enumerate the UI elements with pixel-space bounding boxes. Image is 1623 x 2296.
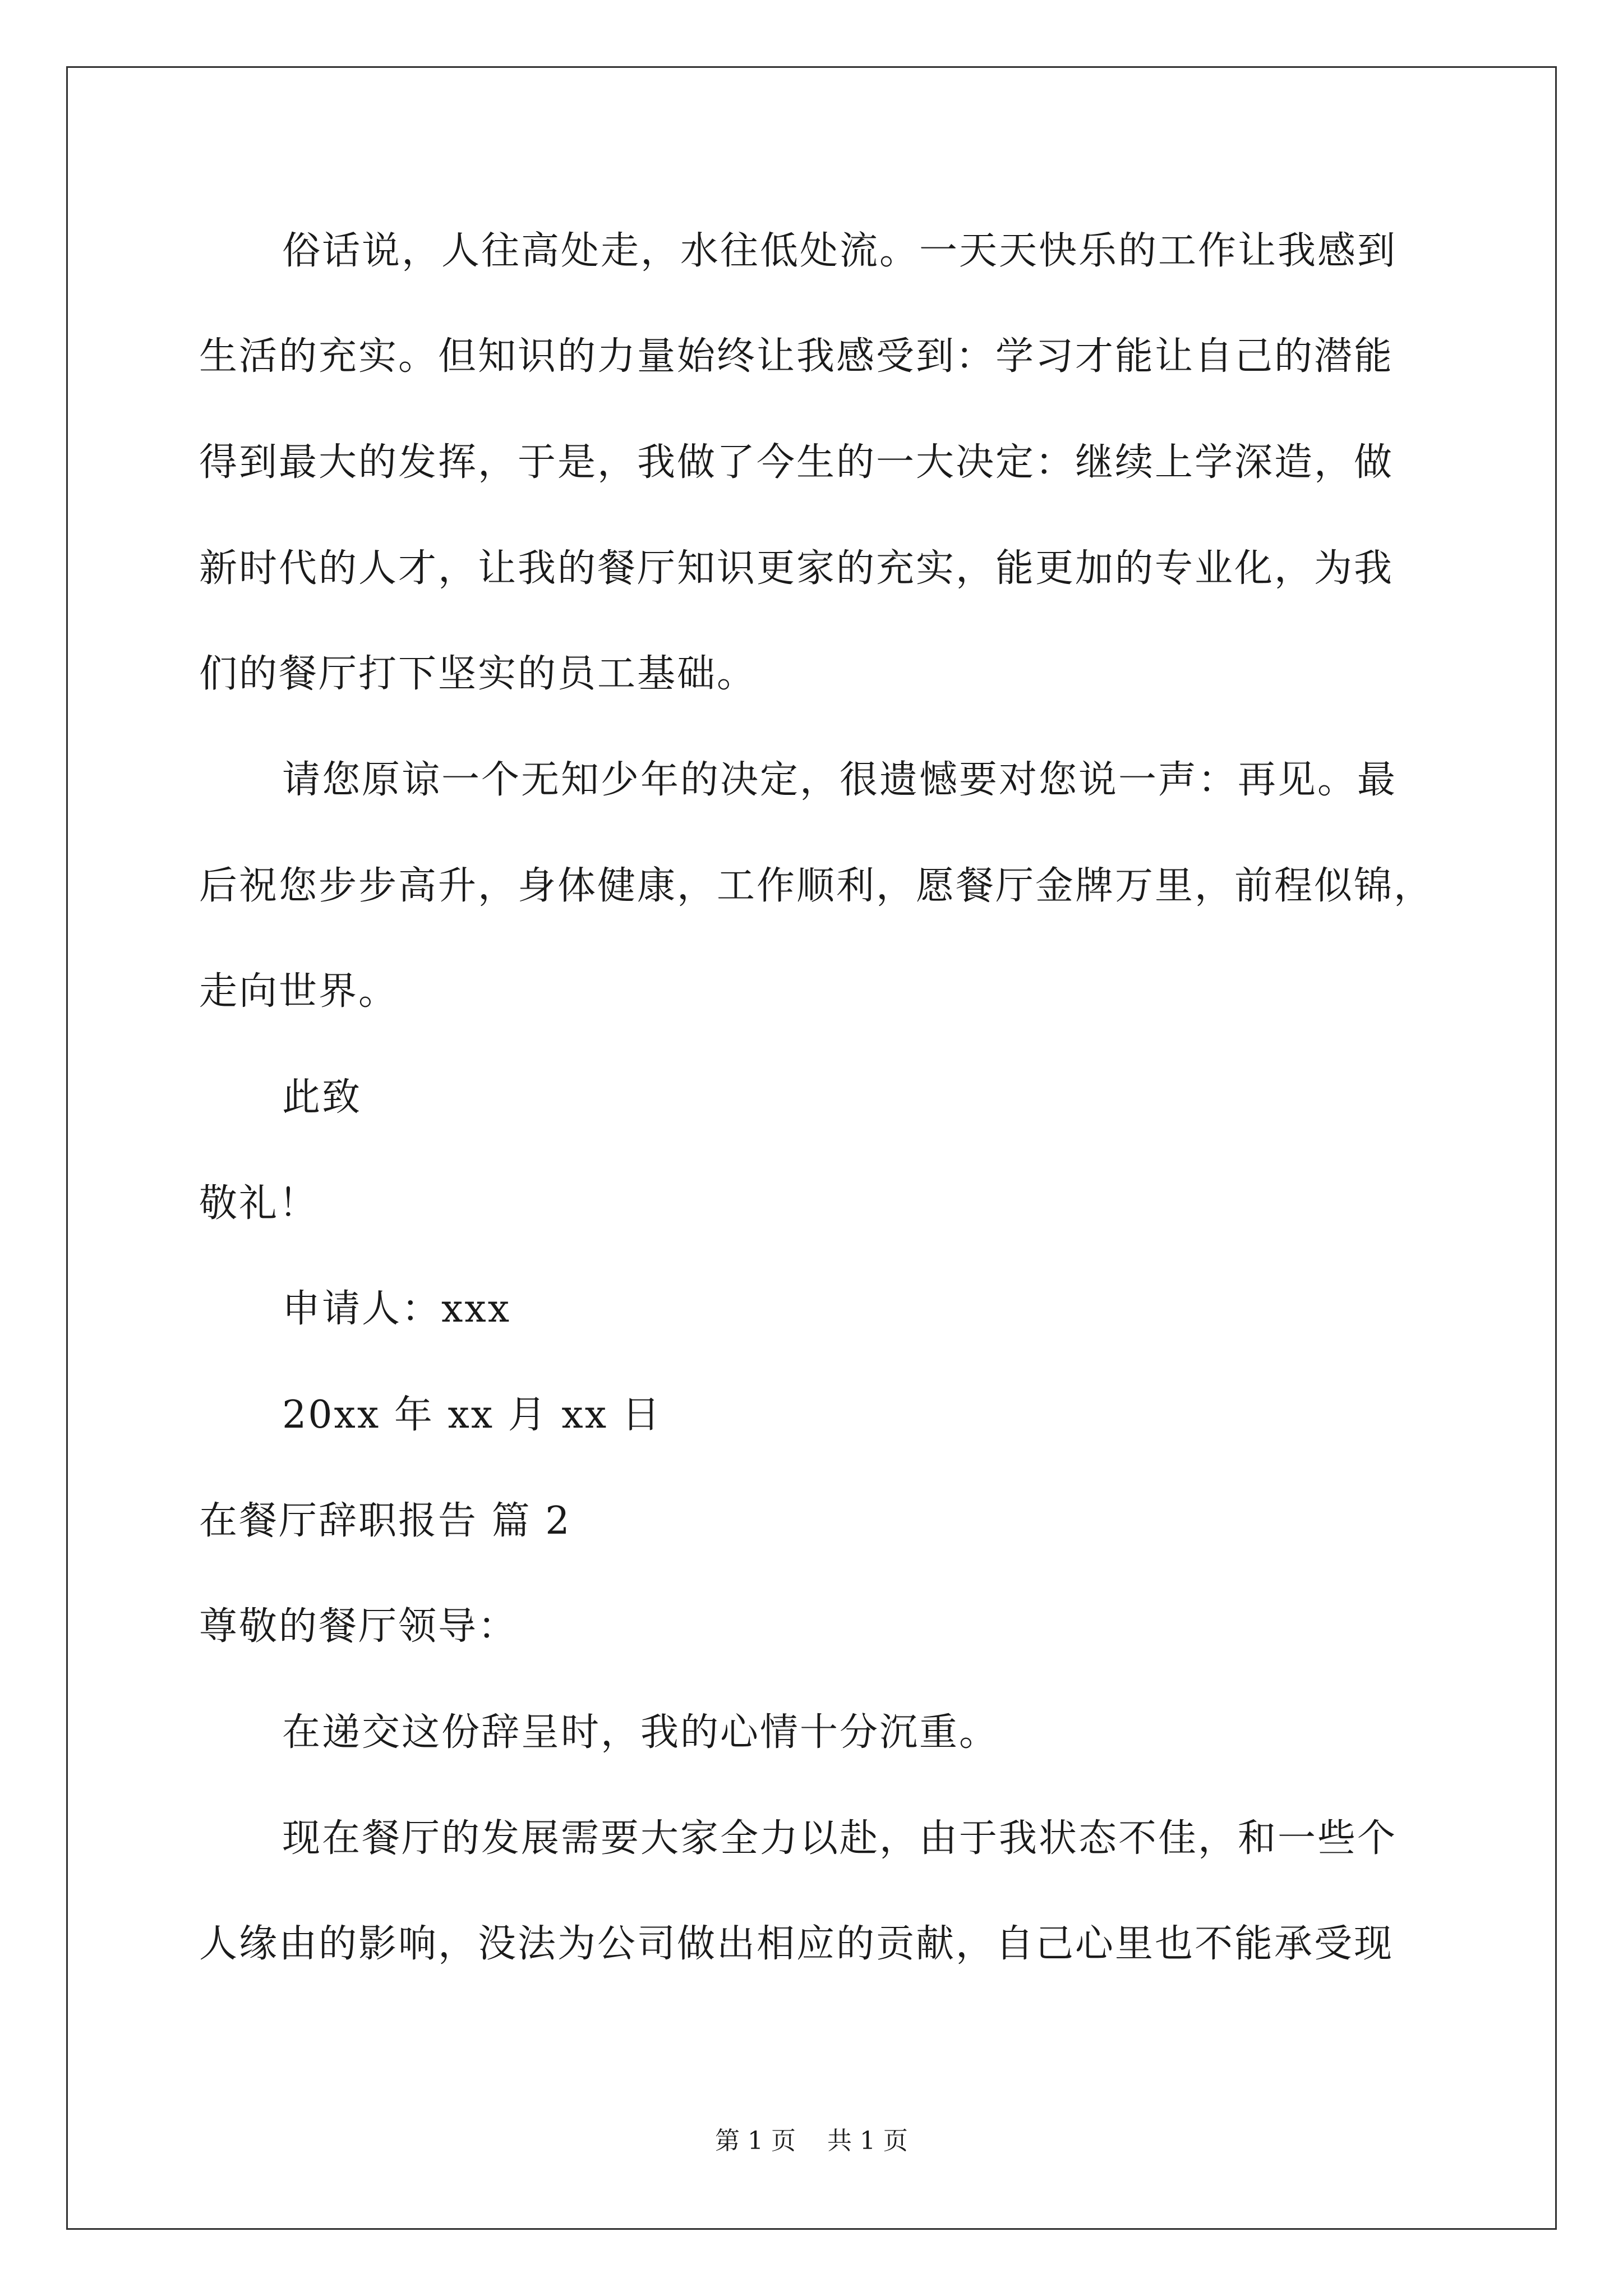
paragraph-line: 人缘由的影响，没法为公司做出相应的贡献，自己心里也不能承受现	[199, 1922, 1394, 1966]
applicant-line: 申请人：xxx	[282, 1287, 511, 1331]
paragraph-line: 后祝您步步高升，身体健康，工作顺利，愿餐厅金牌万里，前程似锦，	[199, 864, 1434, 908]
closing-line: 此致	[282, 1075, 362, 1120]
page-border	[66, 66, 1557, 2230]
paragraph-line: 现在餐厅的发展需要大家全力以赴，由于我状态不佳，和一些个	[282, 1816, 1398, 1861]
paragraph-line: 在递交这份辞呈时，我的心情十分沉重。	[282, 1710, 999, 1755]
salutation-line: 敬礼！	[199, 1181, 319, 1226]
paragraph-line: 新时代的人才，让我的餐厅知识更家的充实，能更加的专业化，为我	[199, 546, 1394, 591]
paragraph-line: 走向世界。	[199, 969, 399, 1014]
paragraph-line: 生活的充实。但知识的力量始终让我感受到：学习才能让自己的潜能	[199, 334, 1394, 379]
greeting-line: 尊敬的餐厅领导：	[199, 1604, 518, 1649]
paragraph-line: 请您原谅一个无知少年的决定，很遗憾要对您说一声：再见。最	[282, 758, 1398, 802]
page-footer: 第 1 页 共 1 页	[715, 2127, 908, 2155]
paragraph-line: 俗话说，人往高处走，水往低处流。一天天快乐的工作让我感到	[282, 229, 1398, 273]
paragraph-line: 得到最大的发挥，于是，我做了今生的一大决定：继续上学深造，做	[199, 440, 1394, 485]
date-line: 20xx 年 xx 月 xx 日	[282, 1393, 662, 1437]
paragraph-line: 们的餐厅打下坚实的员工基础。	[199, 652, 757, 696]
section-heading: 在餐厅辞职报告 篇 2	[199, 1499, 571, 1543]
